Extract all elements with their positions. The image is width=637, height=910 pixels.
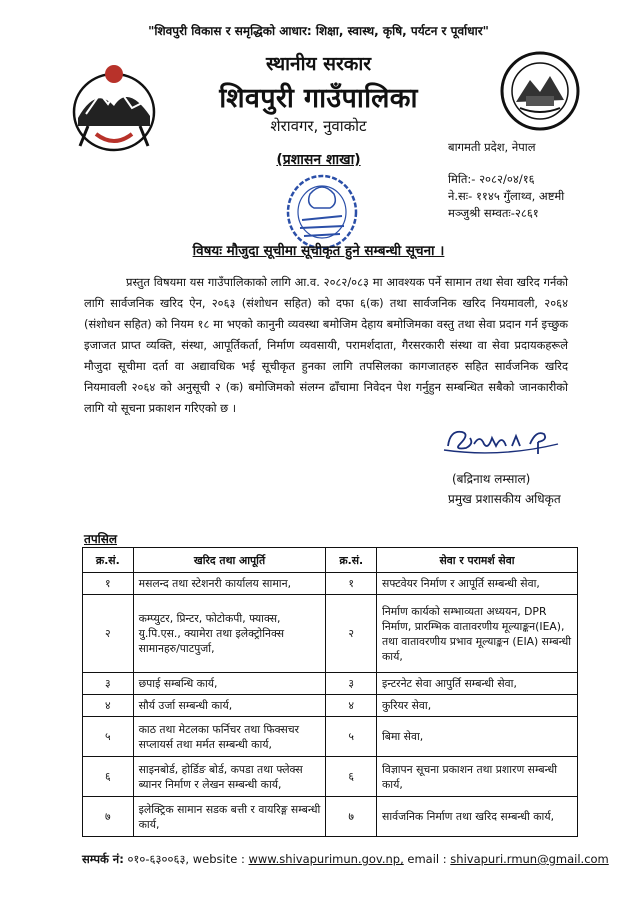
row-serial: ४ <box>83 695 134 717</box>
email-link[interactable]: shivapuri.rmun@gmail.com <box>450 852 609 866</box>
table-header-row <box>83 548 578 573</box>
table-row <box>83 673 578 695</box>
procurement-table <box>82 547 578 837</box>
service-item: कुरियर सेवा, <box>377 695 578 717</box>
goods-item: काठ तथा मेटलका फर्निचर तथा फिक्सचर सप्लायर्स तथा मर्मत सम्बन्धी कार्य, <box>133 717 326 757</box>
motto: "शिवपुरी विकास र समृद्धिको आधार: शिक्षा, स्वास्थ, कृषि, पर्यटन र पूर्वाधार" <box>148 24 489 38</box>
signature-icon <box>440 420 570 460</box>
annex-title: तपसिल <box>84 532 118 546</box>
goods-item: इलेक्ट्रिक सामान सडक बत्ती र वायरिङ्ग सम्बन्धी कार्य, <box>133 797 326 837</box>
date-line: मिति:- २०८२/०४/१६ <box>448 172 535 186</box>
contact-label: सम्पर्क नं: <box>82 852 124 866</box>
row-serial: ३ <box>326 673 377 695</box>
service-item: निर्माण कार्यको सम्भाव्यता अध्ययन, DPR निर्माण, प्रारम्भिक वातावरणीय मूल्याङ्कन(IEA), तथा वातावरणीय प्रभाव मूल्याङ्कन (EIA) सम्बन्धी कार्य, <box>377 595 578 673</box>
table-row <box>83 797 578 837</box>
municipality-address: शेरावगर, नुवाकोट <box>270 117 367 135</box>
signer-name: (बद्रिनाथ लम्साल) <box>452 472 531 486</box>
header-serial-goods: क्र.सं. <box>83 548 134 573</box>
website-label: website : <box>192 852 245 866</box>
row-serial: १ <box>326 573 377 595</box>
row-serial: ४ <box>326 695 377 717</box>
row-serial: २ <box>326 595 377 673</box>
goods-item: साइनबोर्ड, होर्डिङ बोर्ड, कपडा तथा फ्लेक्स ब्यानर निर्माण र लेखन सम्बन्धी कार्य, <box>133 757 326 797</box>
table-row <box>83 717 578 757</box>
service-item: सार्वजनिक निर्माण तथा खरिद सम्बन्धी कार्य, <box>377 797 578 837</box>
row-serial: ७ <box>326 797 377 837</box>
service-item: विज्ञापन सूचना प्रकाशन तथा प्रशारण सम्बन्धी कार्य, <box>377 757 578 797</box>
table-row <box>83 695 578 717</box>
phone-number: ०१०-६३००६३, <box>127 852 190 866</box>
section-name: (प्रशासन शाखा) <box>276 152 361 168</box>
municipality-name: शिवपुरी गाउँपालिका <box>219 83 418 114</box>
table-row <box>83 757 578 797</box>
office-stamp-icon <box>268 168 376 252</box>
row-serial: ६ <box>326 757 377 797</box>
notice-subject: विषयः मौजुदा सूचीमा सूचीकृत हुने सम्बन्धी सूचना । <box>192 243 445 259</box>
province-label: बागमती प्रदेश, नेपाल <box>448 140 536 154</box>
row-serial: ५ <box>83 717 134 757</box>
service-item: बिमा सेवा, <box>377 717 578 757</box>
goods-item: कम्प्युटर, प्रिन्टर, फोटोकपी, फ्याक्स, यु.पि.एस., क्यामेरा तथा इलेक्ट्रोनिक्स सामानहरु/पाटपुर्जा, <box>133 595 326 673</box>
goods-item: मसलन्द तथा स्टेशनरी कार्यालय सामान, <box>133 573 326 595</box>
service-item: इन्टरनेट सेवा आपुर्ति सम्बन्धी सेवा, <box>377 673 578 695</box>
header-serial-services: क्र.सं. <box>326 548 377 573</box>
website-link[interactable]: www.shivapurimun.gov.np, <box>248 852 404 866</box>
row-serial: ५ <box>326 717 377 757</box>
row-serial: २ <box>83 595 134 673</box>
header-services: सेवा र परामर्श सेवा <box>377 548 578 573</box>
signer-designation: प्रमुख प्रशासकीय अधिकृत <box>448 492 561 506</box>
local-government-label: स्थानीय सरकार <box>265 53 372 75</box>
row-serial: १ <box>83 573 134 595</box>
header-goods: खरिद तथा आपूर्ति <box>133 548 326 573</box>
row-serial: ३ <box>83 673 134 695</box>
nepal-sambat-line: ने.सः- ११४५ गुँलाथ्व, अष्टमी <box>448 189 565 203</box>
email-label: email : <box>407 852 447 866</box>
row-serial: ७ <box>83 797 134 837</box>
goods-item: सौर्य उर्जा सम्बन्धी कार्य, <box>133 695 326 717</box>
table-row <box>83 573 578 595</box>
service-item: सफ्टवेयर निर्माण र आपूर्ति सम्बन्धी सेवा, <box>377 573 578 595</box>
manjushree-samvat-line: मञ्जुश्री सम्वतः-२८६१ <box>448 206 539 220</box>
row-serial: ६ <box>83 757 134 797</box>
table-row <box>83 595 578 673</box>
contact-footer <box>82 852 609 867</box>
notice-body: प्रस्तुत विषयमा यस गाउँपालिकाको लागि आ.व. २०८२/०८३ मा आवश्यक पर्ने सामान तथा सेवा खरिद गर्नको लागि सार्वजनिक खरिद ऐन, २०६३ (संशोधन सहित) को दफा ६(क) तथा सार्वजनिक खरिद नियमावली, २०६४ (संशोधन सहित) को नियम १८ मा भएको कानुनी व्यवस्था बमोजिम देहाय बमोजिमका वस्तु तथा सेवा प्रदान गर्न इच्छुक इजाजत प्राप्त व्यक्ति, संस्था, आपूर्तिकर्ता, निर्माण व्यवसायी, परामर्शदाता, गैरसरकारी संस्था वा सेवा प्रदायकहरूले मौजुदा सूचीमा दर्ता वा अद्यावधिक भई सूचीकृत हुनका लागि तपसिलका कागजातहरु सहित सार्वजनिक खरिद नियमावली २०६४ को अनुसूची २ (क) बमोजिमको संलग्न ढाँचामा निवेदन पेश गर्नुहुन सम्बन्धित सबैको जानकारीको लागि यो सूचना प्रकाशन गरिएको छ । <box>84 275 568 415</box>
goods-item: छपाई सम्बन्धि कार्य, <box>133 673 326 695</box>
